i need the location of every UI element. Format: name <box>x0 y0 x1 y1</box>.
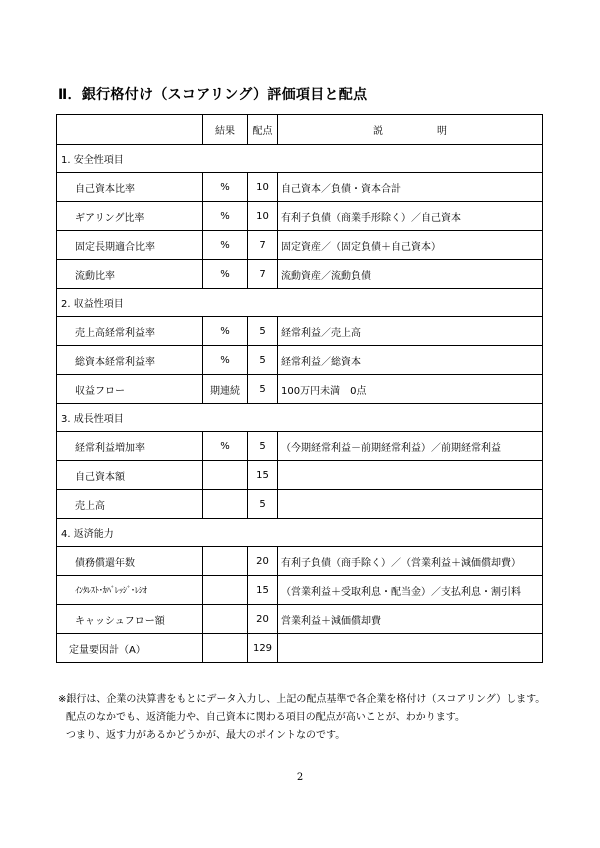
row-points: 20 <box>248 605 278 634</box>
section-label: 1. 安全性項目 <box>57 145 543 173</box>
row-item: ｲﾝﾀﾚｽﾄ･ｶﾊﾞﾚｯｼﾞ･ﾚｼｵ <box>57 576 203 605</box>
row-description: 100万円未満 0点 <box>278 375 543 404</box>
row-points: 5 <box>248 490 278 519</box>
row-description: 経常利益／売上高 <box>278 317 543 346</box>
table-header-row <box>57 115 543 145</box>
section-label: 2. 収益性項目 <box>57 289 543 317</box>
section-label: 4. 返済能力 <box>57 519 543 547</box>
table-row <box>57 432 543 461</box>
row-item: 売上高 <box>57 490 203 519</box>
row-points: 5 <box>248 432 278 461</box>
row-result: 期連続 <box>203 375 248 404</box>
row-points: 5 <box>248 375 278 404</box>
total-result <box>203 634 248 663</box>
row-description: 固定資産／（固定負債＋自己資本） <box>278 231 543 260</box>
header-description-a: 説 <box>373 126 383 137</box>
table-row <box>57 375 543 404</box>
row-description <box>278 461 543 490</box>
section-row-repayment <box>57 519 543 547</box>
row-points: 10 <box>248 173 278 202</box>
section-row-safety <box>57 145 543 173</box>
row-points: 7 <box>248 231 278 260</box>
row-points: 20 <box>248 547 278 576</box>
row-item: キャッシュフロー額 <box>57 605 203 634</box>
header-result: 結果 <box>203 115 248 145</box>
table-row <box>57 260 543 289</box>
row-item: ギアリング比率 <box>57 202 203 231</box>
row-points: 7 <box>248 260 278 289</box>
row-points: 15 <box>248 461 278 490</box>
row-result <box>203 576 248 605</box>
row-description <box>278 490 543 519</box>
row-result: % <box>203 260 248 289</box>
table-row <box>57 605 543 634</box>
table-row <box>57 346 543 375</box>
row-description: 有利子負債（商業手形除く）／自己資本 <box>278 202 543 231</box>
row-description: 経常利益／総資本 <box>278 346 543 375</box>
row-item: 債務償還年数 <box>57 547 203 576</box>
row-points: 5 <box>248 346 278 375</box>
header-description-b: 明 <box>437 126 447 137</box>
section-row-profitability <box>57 289 543 317</box>
section-row-growth <box>57 404 543 432</box>
scoring-table <box>56 114 543 663</box>
section-label: 3. 成長性項目 <box>57 404 543 432</box>
table-row <box>57 317 543 346</box>
row-description: 自己資本／負債・資本合計 <box>278 173 543 202</box>
row-result: % <box>203 346 248 375</box>
page-number: 2 <box>296 772 304 783</box>
row-result: % <box>203 317 248 346</box>
total-points: 129 <box>248 634 278 663</box>
row-item: 固定長期適合比率 <box>57 231 203 260</box>
row-description: 有利子負債（商手除く）／（営業利益＋減価償却費） <box>278 547 543 576</box>
row-points: 15 <box>248 576 278 605</box>
row-result <box>203 461 248 490</box>
row-description: 営業利益＋減価償却費 <box>278 605 543 634</box>
row-result <box>203 490 248 519</box>
row-item: 収益フロー <box>57 375 203 404</box>
page-title: Ⅱ．銀行格付け（スコアリング）評価項目と配点 <box>58 87 368 103</box>
row-item: 総資本経常利益率 <box>57 346 203 375</box>
row-points: 10 <box>248 202 278 231</box>
row-result: % <box>203 173 248 202</box>
row-description: （今期経常利益－前期経常利益）／前期経常利益 <box>278 432 543 461</box>
table-row <box>57 231 543 260</box>
footnotes <box>58 691 545 745</box>
row-item: 自己資本額 <box>57 461 203 490</box>
footnote-line: つまり、返す力があるかどうかが、最大のポイントなのです。 <box>66 730 346 741</box>
table-row <box>57 547 543 576</box>
row-item: 経常利益増加率 <box>57 432 203 461</box>
row-points: 5 <box>248 317 278 346</box>
row-result: % <box>203 231 248 260</box>
table-row <box>57 202 543 231</box>
footnote-line: ※銀行は、企業の決算書をもとにデータ入力し、上記の配点基準で各企業を格付け（スコアリング）します。 <box>58 694 546 705</box>
row-item: 自己資本比率 <box>57 173 203 202</box>
row-result <box>203 605 248 634</box>
row-item: 売上高経常利益率 <box>57 317 203 346</box>
table-row <box>57 490 543 519</box>
row-result: % <box>203 432 248 461</box>
row-description: （営業利益＋受取利息・配当金）／支払利息・割引料 <box>278 576 543 605</box>
header-item <box>57 115 203 145</box>
total-description <box>278 634 543 663</box>
row-description: 流動資産／流動負債 <box>278 260 543 289</box>
table-row <box>57 173 543 202</box>
total-label: 定量要因計（A） <box>57 634 203 663</box>
header-points: 配点 <box>248 115 278 145</box>
row-result: % <box>203 202 248 231</box>
row-result <box>203 547 248 576</box>
row-item: 流動比率 <box>57 260 203 289</box>
table-row <box>57 576 543 605</box>
footnote-line: 配点のなかでも、返済能力や、自己資本に関わる項目の配点が高いことが、わかります。 <box>66 712 465 723</box>
total-row <box>57 634 543 663</box>
table-row <box>57 461 543 490</box>
header-description <box>278 115 543 145</box>
